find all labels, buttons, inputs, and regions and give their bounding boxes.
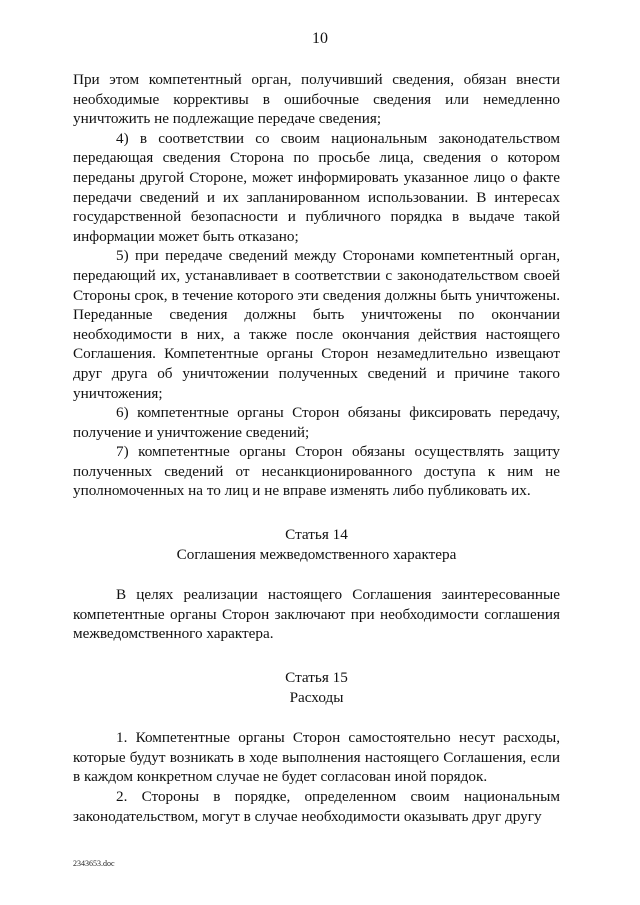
article-14-text: В целях реализации настоящего Соглашения заинтересованные компетентные органы Сторон заключают при необходимости соглашения межведомственного характера. xyxy=(73,586,560,643)
paragraph-item-7: 7) компетентные органы Сторон обязаны осуществлять защиту полученных сведений от несанкционированного доступа к ним не уполномоченных на то лиц и не вправе изменять либо публиковать их. xyxy=(73,443,560,500)
paragraph-item-6: 6) компетентные органы Сторон обязаны фиксировать передачу, получение и уничтожение сведений; xyxy=(73,404,560,441)
article-14-title: Соглашения межведомственного характера xyxy=(176,545,457,563)
paragraph-item-5: 5) при передаче сведений между Сторонами компетентный орган, передающий их, устанавливает в соответствии с законодательством своей Стороны срок, в течение которого эти сведения должны быть уничтожены. Переданные сведения должны быть уничтожены по окончании необходимости в них, а также после окончания действия настоящего Соглашения. Компетентные органы Сторон незамедлительно извещают друг друга об уничтожении полученных сведений и причине такого уничтожения; xyxy=(73,247,560,402)
article-15-paragraph-1: 1. Компетентные органы Сторон самостоятельно несут расходы, которые будут возникать в ходе выполнения настоящего Соглашения, если в каждом конкретном случае не будет согласован иной порядок. xyxy=(73,729,560,786)
article-14-number: Статья 14 xyxy=(285,526,348,544)
document-body xyxy=(73,70,560,826)
article-15-title: Расходы xyxy=(289,688,344,706)
paragraph-continuation: При этом компетентный орган, получивший сведения, обязан внести необходимые коррективы в ошибочные сведения или немедленно уничтожить не подлежащие передаче сведения; xyxy=(73,71,560,128)
article-15-paragraph-2: 2. Стороны в порядке, определенном своим национальным законодательством, могут в случае необходимости оказывать друг другу xyxy=(73,788,560,825)
article-15-number: Статья 15 xyxy=(285,669,348,687)
document-file-code: 2343653.doc xyxy=(73,859,115,868)
paragraph-item-4: 4) в соответствии со своим национальным законодательством передающая сведения Сторона по просьбе лица, сведения о котором переданы другой Стороне, может информировать указанное лицо о факте передачи сведений и их запланированном использовании. В интересах государственной безопасности и публичного порядка в выдаче такой информации может быть отказано; xyxy=(73,129,560,245)
page-number: 10 xyxy=(312,30,328,47)
